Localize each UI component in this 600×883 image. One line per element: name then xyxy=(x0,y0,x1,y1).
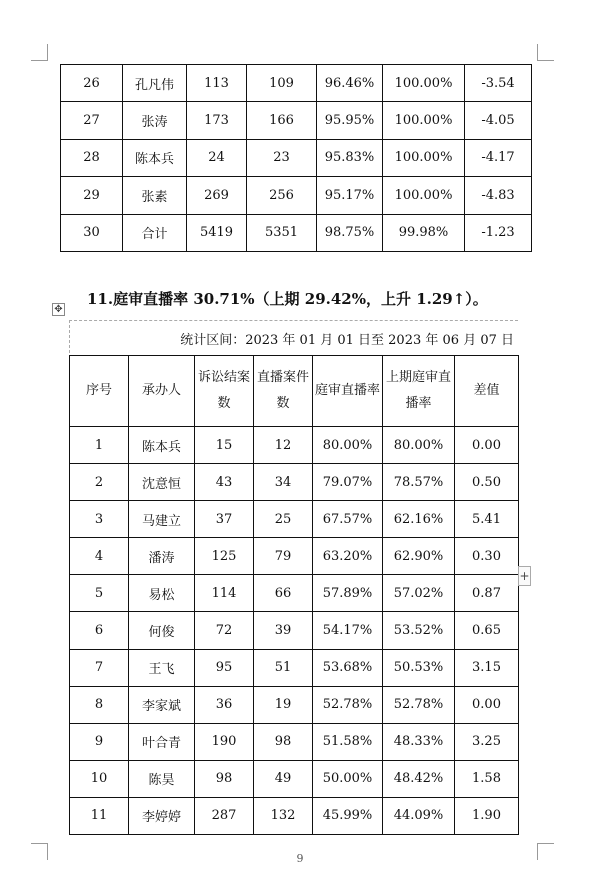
table-cell: 95.17% xyxy=(317,177,383,214)
table-cell: -1.23 xyxy=(465,214,532,251)
table-cell: 29 xyxy=(61,177,123,214)
table-cell: 1.90 xyxy=(455,797,519,834)
table-cell: 50.53% xyxy=(383,649,455,686)
table-cell: 190 xyxy=(195,723,254,760)
table-row xyxy=(61,102,532,139)
table-cell: 62.16% xyxy=(383,501,455,538)
header-cell: 上期庭审直播率 xyxy=(383,356,455,427)
table-cell: 132 xyxy=(254,797,313,834)
header-cell: 庭审直播率 xyxy=(313,356,383,427)
table-cell: 48.33% xyxy=(383,723,455,760)
table-cell: 25 xyxy=(254,501,313,538)
table-cell: 98.75% xyxy=(317,214,383,251)
table-cell: 50.00% xyxy=(313,760,383,797)
table-cell: 0.30 xyxy=(455,538,519,575)
table-cell: 11 xyxy=(70,797,129,834)
header-cell: 承办人 xyxy=(129,356,195,427)
table-cell: 3.25 xyxy=(455,723,519,760)
table-cell: 52.78% xyxy=(313,686,383,723)
table-cell: 98 xyxy=(254,723,313,760)
table-cell: 39 xyxy=(254,612,313,649)
page-corner-mark-top-right xyxy=(537,44,554,61)
table-cell: 100.00% xyxy=(383,102,465,139)
live-broadcast-table-body xyxy=(70,427,519,835)
table-row xyxy=(70,686,519,723)
live-broadcast-rate-table xyxy=(69,355,519,835)
table-row xyxy=(70,760,519,797)
table-cell: 0.00 xyxy=(455,427,519,464)
table-cell: 2 xyxy=(70,464,129,501)
table-cell: 78.57% xyxy=(383,464,455,501)
table-cell: 51.58% xyxy=(313,723,383,760)
table-cell: 173 xyxy=(187,102,247,139)
table-row xyxy=(70,723,519,760)
table-row xyxy=(70,427,519,464)
table-row xyxy=(61,139,532,176)
table-cell: 30 xyxy=(61,214,123,251)
table-cell: 66 xyxy=(254,575,313,612)
table-row xyxy=(70,501,519,538)
table-cell: 6 xyxy=(70,612,129,649)
table-cell: 67.57% xyxy=(313,501,383,538)
table-cell: 27 xyxy=(61,102,123,139)
table-cell: 5 xyxy=(70,575,129,612)
table-cell: 125 xyxy=(195,538,254,575)
table-cell: 52.78% xyxy=(383,686,455,723)
stat-range-text: 统计区间：2023 年 01 月 01 日至 2023 年 06 月 07 日 xyxy=(180,333,514,348)
table-cell: 26 xyxy=(61,65,123,102)
table-cell: 99.98% xyxy=(383,214,465,251)
table-cell: 张涛 xyxy=(123,102,187,139)
table-row xyxy=(70,464,519,501)
table-cell: 5.41 xyxy=(455,501,519,538)
table-cell: 潘涛 xyxy=(129,538,195,575)
table-cell: 王飞 xyxy=(129,649,195,686)
table-cell: 5419 xyxy=(187,214,247,251)
table-cell: 48.42% xyxy=(383,760,455,797)
table-cell: 沈意恒 xyxy=(129,464,195,501)
header-cell: 序号 xyxy=(70,356,129,427)
table-cell: 36 xyxy=(195,686,254,723)
table-cell: 166 xyxy=(247,102,317,139)
table-cell: 34 xyxy=(254,464,313,501)
table-cell: 43 xyxy=(195,464,254,501)
header-cell: 直播案件数 xyxy=(254,356,313,427)
stat-range-cell xyxy=(69,320,518,353)
table-cell: 8 xyxy=(70,686,129,723)
table-cell: -4.17 xyxy=(465,139,532,176)
table-cell: 陈本兵 xyxy=(123,139,187,176)
table-cell: 113 xyxy=(187,65,247,102)
table-cell: 3.15 xyxy=(455,649,519,686)
table-cell: 23 xyxy=(247,139,317,176)
table-cell: 45.99% xyxy=(313,797,383,834)
table-cell: 72 xyxy=(195,612,254,649)
table-cell: 1.58 xyxy=(455,760,519,797)
table-cell: 44.09% xyxy=(383,797,455,834)
table-cell: 287 xyxy=(195,797,254,834)
table-cell: 何俊 xyxy=(129,612,195,649)
table-cell: 53.52% xyxy=(383,612,455,649)
table-cell: 叶合青 xyxy=(129,723,195,760)
table-cell: 5351 xyxy=(247,214,317,251)
table-cell: 24 xyxy=(187,139,247,176)
table-cell: 孔凡伟 xyxy=(123,65,187,102)
table-cell: 95.83% xyxy=(317,139,383,176)
table-cell: 10 xyxy=(70,760,129,797)
table-cell: 陈本兵 xyxy=(129,427,195,464)
table-cell: 12 xyxy=(254,427,313,464)
table-move-handle-icon[interactable]: ✥ xyxy=(52,303,65,316)
table-cell: 0.50 xyxy=(455,464,519,501)
table-row xyxy=(61,177,532,214)
table-cell: 51 xyxy=(254,649,313,686)
table-cell: 1 xyxy=(70,427,129,464)
table-cell: 57.89% xyxy=(313,575,383,612)
table-cell: 7 xyxy=(70,649,129,686)
table-cell: 54.17% xyxy=(313,612,383,649)
table-cell: 张素 xyxy=(123,177,187,214)
table-cell: 114 xyxy=(195,575,254,612)
table-cell: 53.68% xyxy=(313,649,383,686)
table-cell: 李家斌 xyxy=(129,686,195,723)
table-cell: 95 xyxy=(195,649,254,686)
table-cell: -4.05 xyxy=(465,102,532,139)
table-row xyxy=(61,65,532,102)
table-cell: 79.07% xyxy=(313,464,383,501)
table-cell: 易松 xyxy=(129,575,195,612)
table-cell: 28 xyxy=(61,139,123,176)
table-cell: 96.46% xyxy=(317,65,383,102)
table-cell: 100.00% xyxy=(383,139,465,176)
table-cell: 0.00 xyxy=(455,686,519,723)
ranking-table-body xyxy=(61,65,532,252)
page-number: 9 xyxy=(296,852,304,865)
table-cell: 37 xyxy=(195,501,254,538)
table-header-row xyxy=(70,356,519,427)
table-cell: 98 xyxy=(195,760,254,797)
table-row xyxy=(61,214,532,251)
table-cell: 0.87 xyxy=(455,575,519,612)
table-cell: 256 xyxy=(247,177,317,214)
table-cell: 陈昊 xyxy=(129,760,195,797)
table-cell: -4.83 xyxy=(465,177,532,214)
ranking-table-continued xyxy=(60,64,532,252)
table-cell: 80.00% xyxy=(313,427,383,464)
table-cell: 49 xyxy=(254,760,313,797)
table-cell: 马建立 xyxy=(129,501,195,538)
table-cell: 李婷婷 xyxy=(129,797,195,834)
table-row xyxy=(70,797,519,834)
header-cell: 差值 xyxy=(455,356,519,427)
table-cell: 4 xyxy=(70,538,129,575)
table-cell: 合计 xyxy=(123,214,187,251)
table-cell: 95.95% xyxy=(317,102,383,139)
table-cell: -3.54 xyxy=(465,65,532,102)
table-cell: 0.65 xyxy=(455,612,519,649)
header-cell: 诉讼结案数 xyxy=(195,356,254,427)
table-cell: 3 xyxy=(70,501,129,538)
table-cell: 109 xyxy=(247,65,317,102)
table-cell: 79 xyxy=(254,538,313,575)
table-cell: 62.90% xyxy=(383,538,455,575)
table-row xyxy=(70,538,519,575)
table-cell: 15 xyxy=(195,427,254,464)
table-cell: 19 xyxy=(254,686,313,723)
table-cell: 57.02% xyxy=(383,575,455,612)
table-cell: 269 xyxy=(187,177,247,214)
table-cell: 100.00% xyxy=(383,177,465,214)
section-heading: 11.庭审直播率 30.71%（上期 29.42%，上升 1.29↑）。 xyxy=(87,290,488,308)
table-cell: 9 xyxy=(70,723,129,760)
table-row xyxy=(70,575,519,612)
page-corner-mark-top-left xyxy=(31,44,48,61)
add-row-plus-icon[interactable]: + xyxy=(518,566,531,586)
table-cell: 100.00% xyxy=(383,65,465,102)
table-cell: 63.20% xyxy=(313,538,383,575)
table-cell: 80.00% xyxy=(383,427,455,464)
table-row xyxy=(70,649,519,686)
table-row xyxy=(70,612,519,649)
